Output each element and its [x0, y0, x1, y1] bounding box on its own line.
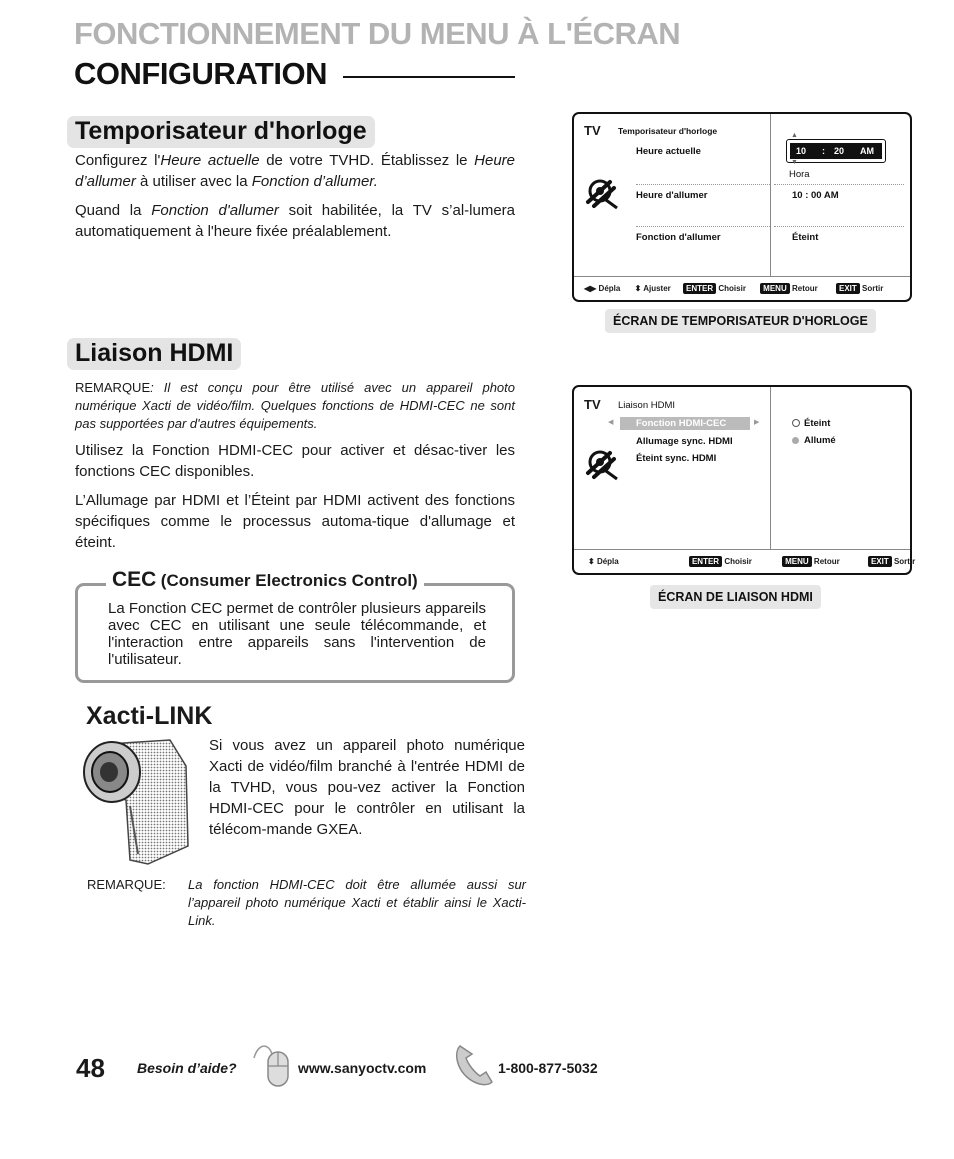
xacti-text: Si vous avez un appareil photo numérique Xacti de vidéo/film branché à l'entrée HDMI de la TVHD, vous pou-vez activer la Fonction HDMI-CEC pour le contrôler en utilisant la télécom-mande GXEA. [209, 737, 525, 838]
time-selector[interactable] [786, 139, 886, 163]
menu-button[interactable]: MENU [760, 283, 790, 294]
screen-caption-liaison: ÉCRAN DE LIAISON HDMI [650, 585, 821, 609]
liaison-paragraph-1: Utilisez la Fonction HDMI-CEC pour activer et désac-tiver les fonctions CEC disponibles. [75, 442, 515, 480]
option-allume[interactable]: Allumé [804, 435, 836, 446]
radio-allume-icon[interactable] [792, 437, 799, 444]
menu-item-eteint-sync[interactable]: Éteint sync. HDMI [636, 453, 717, 464]
screen-liaison-hdmi [572, 385, 916, 575]
menu-title: Temporisateur d'horloge [618, 126, 718, 136]
tv-label: TV [584, 123, 601, 138]
time-separator: : [822, 146, 825, 156]
menu-item-heure-actuelle[interactable]: Heure actuelle [636, 146, 701, 157]
left-arrow-icon[interactable]: ◀ [608, 419, 614, 426]
footer-divider [574, 549, 910, 550]
cec-title-small: (Consumer Electronics Control) [160, 571, 418, 590]
cec-box-title [106, 568, 424, 592]
enter-button[interactable]: ENTER [689, 556, 722, 567]
note-colon: : [162, 877, 166, 892]
liaison-text [75, 379, 515, 553]
settings-tools-icon [584, 447, 620, 481]
left-right-arrow-icon: ◀▶ [584, 284, 597, 293]
time-minute: 20 [834, 146, 845, 156]
help-text: Besoin d’aide? [137, 1060, 237, 1076]
footer-choose: Choisir [718, 284, 746, 293]
website-link[interactable]: www.sanyoctv.com [298, 1060, 427, 1076]
xacti-note-text: La fonction HDMI-CEC doit être allumée aussi sur l’appareil photo numérique Xacti et établir ainsi le Xacti-Link. [188, 877, 526, 928]
separator [636, 226, 770, 227]
xacti-camera-image [78, 736, 190, 866]
time-ampm: AM [860, 146, 874, 156]
menu-item-fonction-allumer[interactable]: Fonction d'allumer [636, 232, 721, 243]
time-value[interactable] [790, 143, 882, 159]
enter-button[interactable]: ENTER [683, 283, 716, 294]
heure-allumer-value: 10 : 00 AM [792, 190, 839, 201]
footer-back: Retour [791, 284, 818, 293]
exit-button[interactable]: EXIT [868, 556, 892, 567]
section-heading-liaison: Liaison HDMI [67, 338, 241, 370]
screen-footer [588, 556, 915, 567]
subtitle-text: CONFIGURATION [74, 56, 327, 91]
menu-title: Liaison HDMI [618, 400, 676, 411]
footer-quit: Sortir [862, 284, 884, 293]
liaison-note: REMARQUE: Il est conçu pour être utilisé avec un appareil photo numérique Xacti de vidéo/film. Quelques fonctions de HDMI-CEC ne sont pas supportées par d'autres équipements. [75, 380, 515, 431]
settings-tools-icon [584, 176, 620, 210]
menu-item-heure-allumer[interactable]: Heure d'allumer [636, 190, 708, 201]
note-label: REMARQUE [87, 877, 163, 892]
panel-divider [770, 387, 771, 549]
fonction-allumer-value: Éteint [792, 232, 819, 243]
phone-icon [452, 1042, 496, 1088]
footer-move: Dépla [596, 557, 619, 566]
footer-back: Retour [813, 557, 840, 566]
footer-choose: Choisir [724, 557, 752, 566]
mouse-icon [250, 1040, 292, 1090]
cec-title-big: CEC [112, 568, 157, 591]
exit-button[interactable]: EXIT [836, 283, 860, 294]
screen-footer [584, 283, 883, 294]
footer-quit: Sortir [893, 557, 916, 566]
page-number: 48 [76, 1053, 105, 1083]
section-heading-xacti: Xacti-LINK [86, 702, 213, 730]
temporisateur-paragraph-2: Quand la Fonction d'allumer soit habilitée, la TV s’al-lumera automatiquement à l'heure fixée préalablement. [75, 202, 516, 240]
liaison-paragraph-2: L’Allumage par HDMI et l’Éteint par HDMI activent des fonctions spécifiques comme le processus automa-tique d'allumage et éteint. [75, 492, 515, 551]
time-hour: 10 [796, 146, 807, 156]
section-heading-temporisateur: Temporisateur d'horloge [67, 116, 375, 148]
radio-eteint-icon[interactable] [792, 419, 800, 427]
footer-move: Dépla [598, 284, 621, 293]
footer-divider [574, 276, 910, 277]
up-down-arrow-icon: ⬍ [634, 284, 642, 293]
footer-adjust: Ajuster [643, 284, 671, 293]
down-arrow-icon[interactable]: ▼ [791, 159, 798, 166]
phone-number[interactable]: 1-800-877-5032 [498, 1060, 598, 1076]
menu-item-allumage-sync[interactable]: Allumage sync. HDMI [636, 436, 733, 447]
temporisateur-text [75, 150, 515, 242]
menu-item-highlight[interactable] [620, 417, 750, 430]
page-header-title: FONCTIONNEMENT DU MENU À L'ÉCRAN [74, 16, 681, 51]
cec-text: La Fonction CEC permet de contrôler plusieurs appareils avec CEC en utilisant une seule télécommande, et l'interaction entre appareils sans l'intervention de l'utilisateur. [108, 600, 486, 668]
tv-label: TV [584, 397, 601, 412]
separator [636, 184, 770, 185]
right-arrow-icon[interactable]: ▶ [754, 419, 760, 426]
temporisateur-paragraph-1: Configurez l'Heure actuelle de votre TVHD. Établissez le Heure d’allumer à utiliser avec la Fonction d’allumer. [75, 152, 515, 190]
menu-button[interactable]: MENU [782, 556, 812, 567]
menu-item-fonction-hdmi-cec[interactable]: Fonction HDMI-CEC [636, 418, 727, 429]
panel-divider [770, 114, 771, 276]
option-eteint[interactable]: Éteint [804, 418, 831, 429]
time-sub-label: Hora [789, 169, 810, 180]
subtitle-rule [343, 76, 515, 78]
screen-caption-temporisateur: ÉCRAN DE TEMPORISATEUR D'HORLOGE [605, 309, 876, 333]
up-down-arrow-icon: ⬍ [588, 557, 595, 566]
page-subtitle [74, 56, 515, 92]
separator [774, 184, 904, 185]
up-arrow-icon[interactable]: ▲ [791, 132, 798, 139]
xacti-note-label [87, 876, 166, 894]
screen-temporisateur [572, 112, 912, 302]
separator [774, 226, 904, 227]
